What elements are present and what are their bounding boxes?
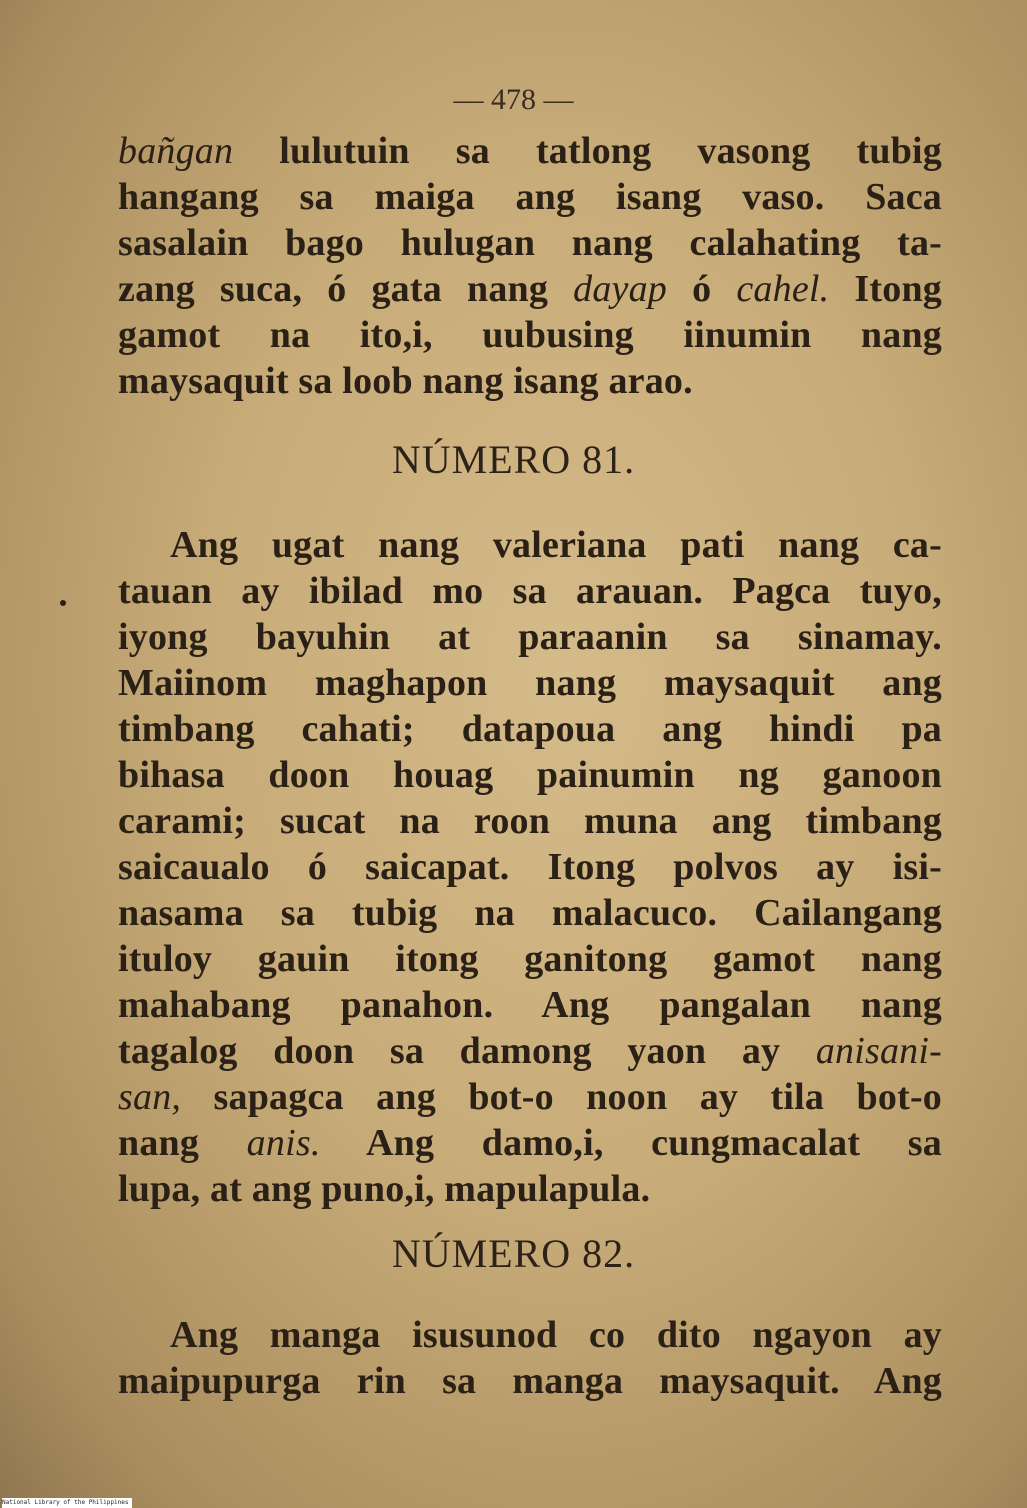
text-line: bañgan lulutuin sa tatlong vasong tubig — [118, 130, 942, 172]
section-heading-81: NÚMERO 81. — [391, 437, 636, 482]
text-line: maysaquit sa loob nang isang arao. — [118, 360, 693, 402]
italic-word: anisani- — [815, 1030, 942, 1072]
page-number: — 478 — — [453, 83, 574, 116]
library-watermark: National Library of the Philippines — [2, 1498, 132, 1508]
text-line: Maiinom maghapon nang maysaquit ang — [118, 662, 942, 704]
italic-word: bañgan — [118, 130, 234, 172]
text-line: carami; sucat na roon muna ang timbang — [118, 800, 942, 842]
italic-word: san, — [118, 1076, 182, 1118]
section-heading-82: NÚMERO 82. — [391, 1231, 636, 1276]
text-line: tagalog doon sa damong yaon ay anisani- — [118, 1030, 942, 1072]
text-line: Ang ugat nang valeriana pati nang ca- — [170, 524, 942, 566]
text-line: hangang sa maiga ang isang vaso. Saca — [118, 176, 942, 218]
text-line: zang suca, ó gata nang dayap ó cahel. Itong — [118, 268, 943, 310]
text-line: maipupurga rin sa manga maysaquit. Ang — [118, 1360, 942, 1402]
text-line: timbang cahati; datapoua ang hindi pa — [118, 708, 942, 750]
text-line: lupa, at ang puno,i, mapulapula. — [118, 1168, 651, 1210]
text-line: gamot na ito,i, uubusing iinumin nang — [118, 314, 942, 356]
text-line: tauan ay ibilad mo sa arauan. Pagca tuyo, — [118, 570, 942, 612]
text-line: san, sapagca ang bot-o noon ay tila bot-o — [118, 1076, 942, 1118]
italic-word: cahel. — [736, 268, 830, 310]
text-line: ituloy gauin itong ganitong gamot nang — [118, 938, 942, 980]
text-line: nasama sa tubig na malacuco. Cailangang — [118, 892, 942, 934]
text-line: bihasa doon houag painumin ng ganoon — [118, 754, 942, 796]
ink-speck — [60, 600, 66, 606]
text-line: mahabang panahon. Ang pangalan nang — [118, 984, 942, 1026]
text-line: sasalain bago hulugan nang calahating ta- — [118, 222, 942, 264]
italic-word: anis. — [246, 1122, 321, 1164]
italic-word: dayap — [573, 268, 668, 310]
text-line: iyong bayuhin at paraanin sa sinamay. — [118, 616, 942, 658]
text-line: Ang manga isusunod co dito ngayon ay — [170, 1314, 942, 1356]
text-line: nang anis. Ang damo,i, cungmacalat sa — [118, 1122, 942, 1164]
text-line: saicaualo ó saicapat. Itong polvos ay isi- — [118, 846, 942, 888]
